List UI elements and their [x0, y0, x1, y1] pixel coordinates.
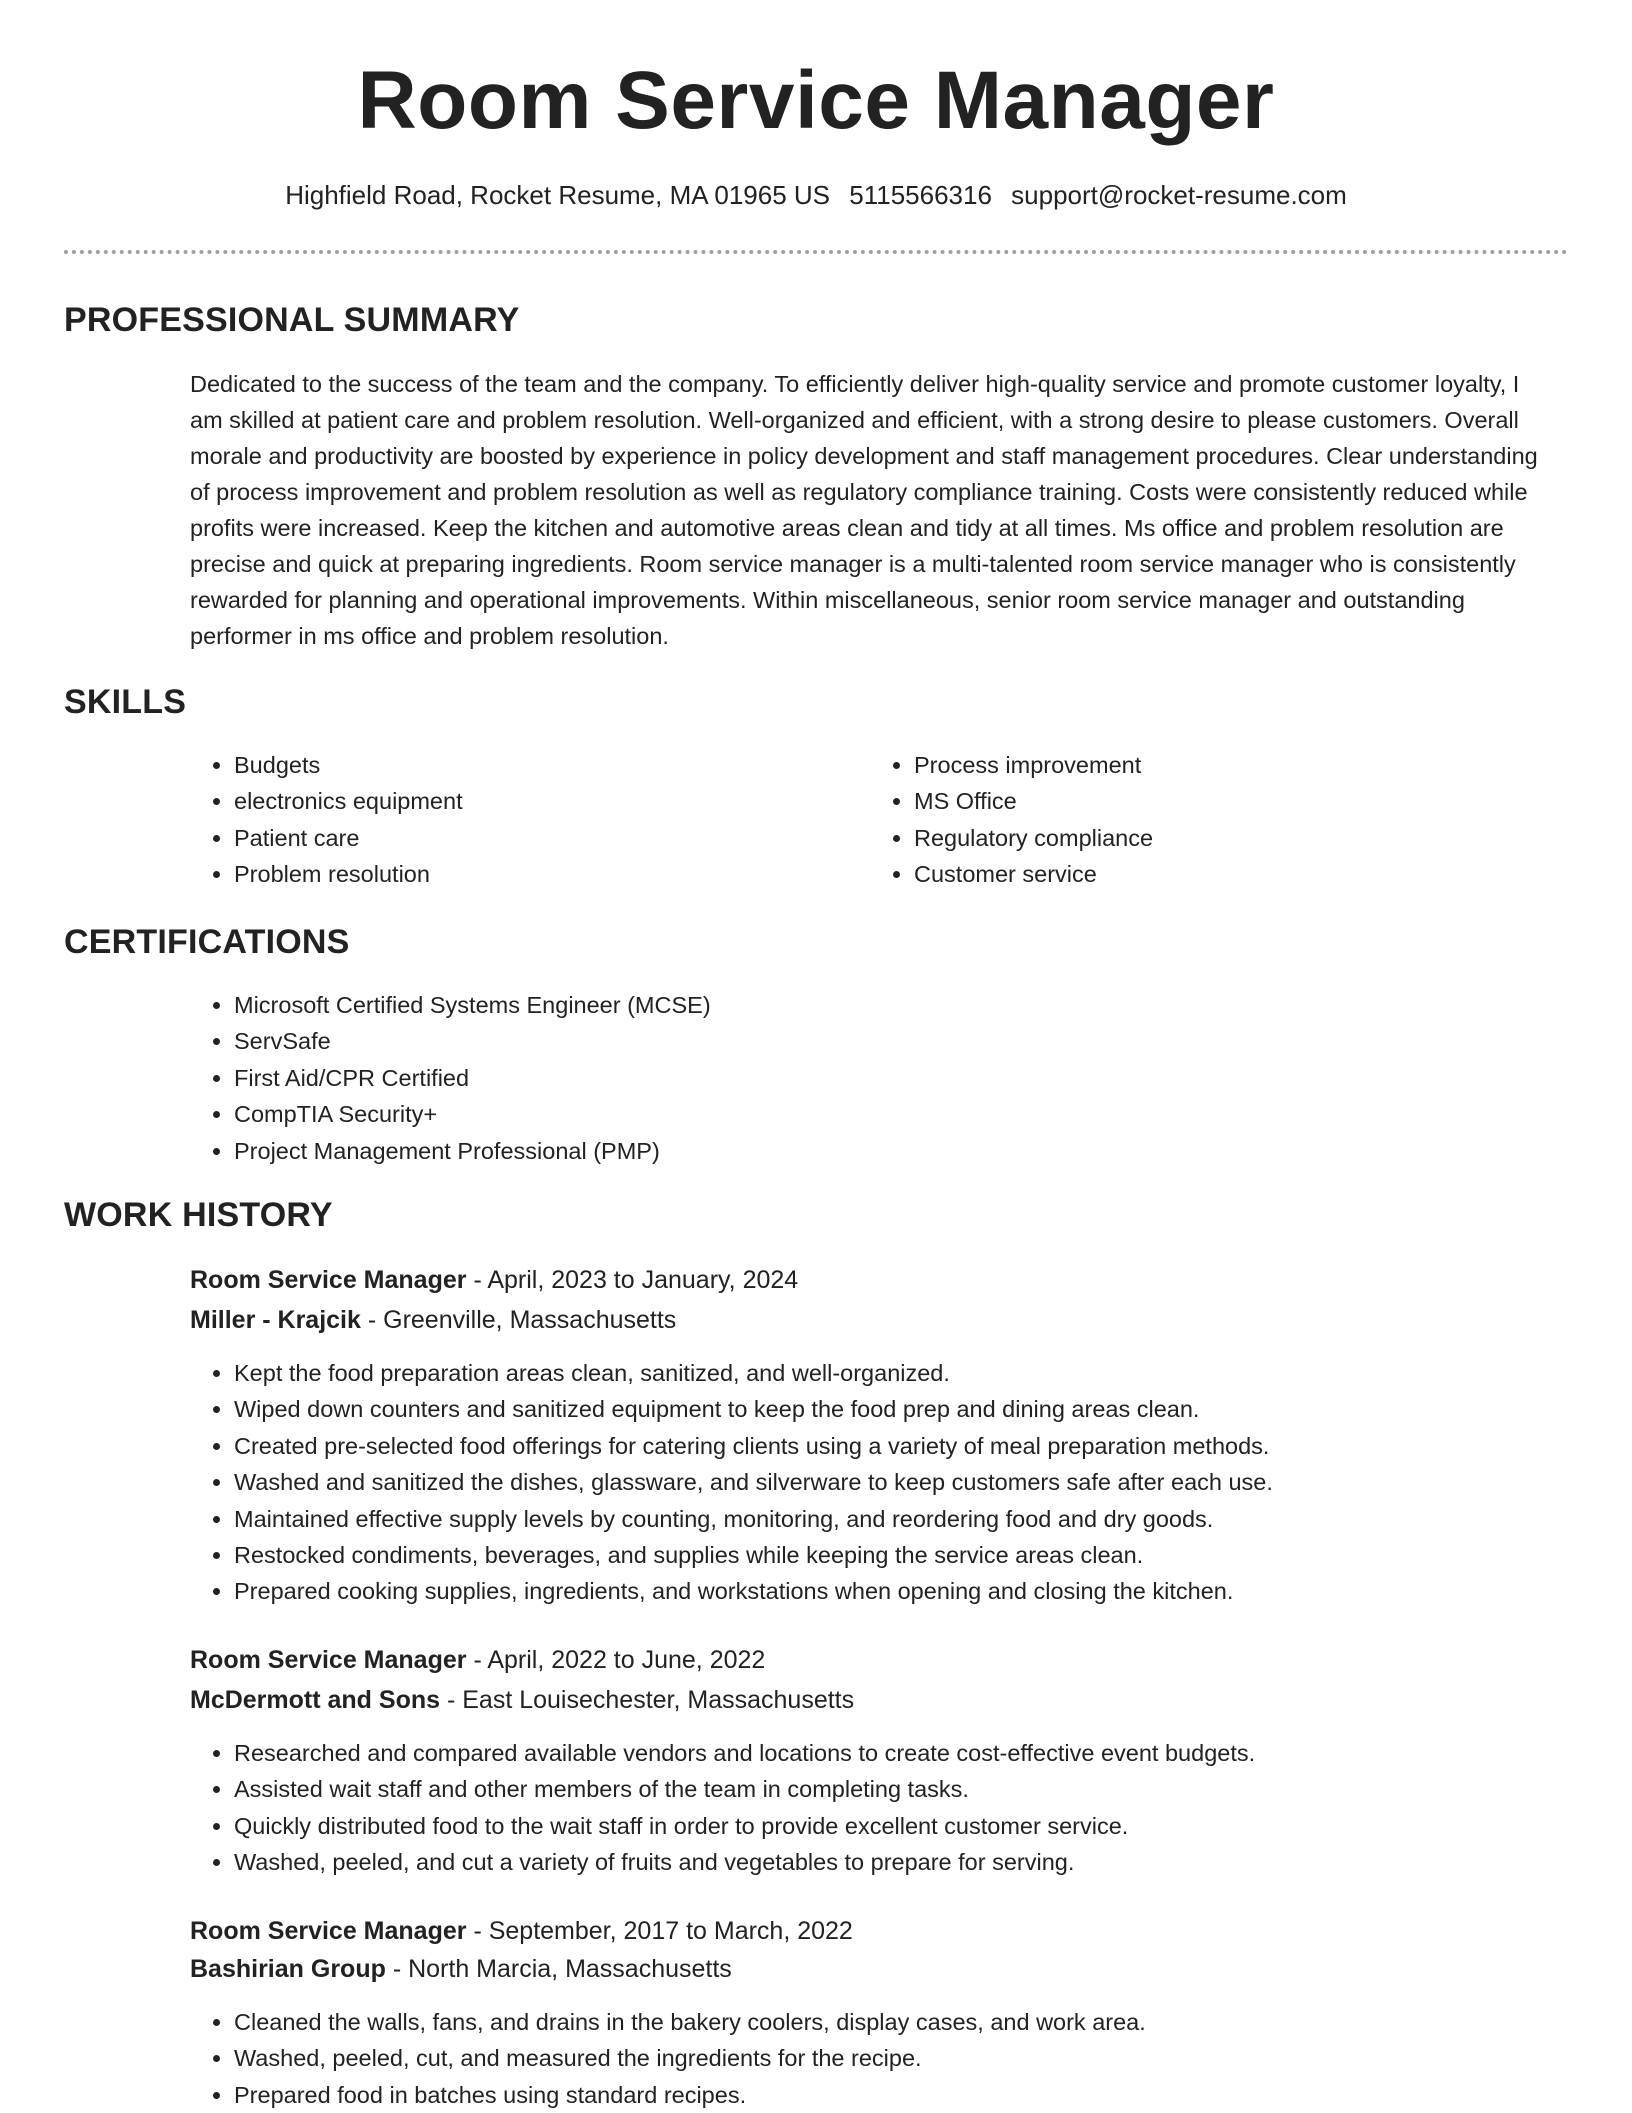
job-company: McDermott and Sons [190, 1686, 441, 1714]
job-title-line [190, 1645, 765, 1675]
job-duty: • Prepared food in batches using standard recipes. [234, 2077, 1614, 2113]
job-title-line [190, 1265, 798, 1295]
job-duty: • Kept the food preparation areas clean, sanitized, and well-organized. [234, 1355, 1614, 1391]
job-company: Miller - Krajcik [190, 1306, 361, 1334]
skill-item: • Process improvement [914, 747, 1534, 783]
job-company-line [190, 1954, 732, 1984]
job-duty: • Washed, peeled, cut, and measured the ingredients for the recipe. [234, 2040, 1614, 2076]
summary-text: Dedicated to the success of the team and the company. To efficiently deliver high-quality service and promote customer loyalty, I am skilled at patient care and problem resolution. Well-organized and efficient, with a strong desire to please customers. Overall morale and productivity are boosted by experience in policy development and staff management procedures. Clear understanding of process improvement and problem resolution as well as regulatory compliance training. Costs were consistently reduced while profits were increased. Keep the kitchen and automotive areas clean and tidy at all times. Ms office and problem resolution are precise and quick at preparing ingredients. Room service manager is a multi-talented room service manager who is consistently rewarded for planning and operational improvements. Within miscellaneous, senior room service manager and outstanding performer in ms office and problem resolution. [190, 371, 1538, 649]
job-duty: • Washed and sanitized the dishes, glassware, and silverware to keep customers safe after each use. [234, 1464, 1614, 1500]
contact-address: Highfield Road, Rocket Resume, MA 01965 US [285, 180, 831, 210]
job-duties-list [190, 1735, 1614, 1881]
job-location: - Greenville, Massachusetts [360, 1306, 677, 1334]
certifications-heading: CERTIFICATIONS [64, 923, 350, 961]
skill-item: • MS Office [914, 783, 1534, 819]
job-dates: - April, 2022 to June, 2022 [466, 1646, 766, 1674]
job-duties-list [190, 2004, 1614, 2113]
job-duty: • Created pre-selected food offerings for catering clients using a variety of meal preparation methods. [234, 1428, 1614, 1464]
skills-list-left [190, 747, 854, 893]
job-location: - East Louisechester, Massachusetts [440, 1686, 855, 1714]
header-divider [64, 250, 1568, 254]
candidate-name: Room Service Manager [357, 55, 1275, 146]
certifications-list [190, 987, 1534, 1169]
summary-heading: PROFESSIONAL SUMMARY [64, 301, 520, 339]
certification-item: • First Aid/CPR Certified [234, 1060, 1534, 1096]
job-duty: • Quickly distributed food to the wait staff in order to provide excellent customer service. [234, 1808, 1614, 1844]
job-duty: • Cleaned the walls, fans, and drains in the bakery coolers, display cases, and work area. [234, 2004, 1614, 2040]
skill-item: • electronics equipment [234, 783, 854, 819]
job-role: Room Service Manager [190, 1917, 467, 1945]
skill-item: • Problem resolution [234, 856, 854, 892]
certification-item: • ServSafe [234, 1023, 1534, 1059]
job-duty: • Restocked condiments, beverages, and supplies while keeping the service areas clean. [234, 1537, 1614, 1573]
job-title-line [190, 1916, 853, 1946]
job-duty: • Prepared cooking supplies, ingredients, and workstations when opening and closing the kitchen. [234, 1573, 1614, 1609]
job-company: Bashirian Group [190, 1955, 386, 1983]
job-role: Room Service Manager [190, 1266, 467, 1294]
contact-phone: 5115566316 [849, 180, 992, 210]
contact-line [0, 180, 1632, 211]
job-location: - North Marcia, Massachusetts [385, 1955, 732, 1983]
job-role: Room Service Manager [190, 1646, 467, 1674]
job-duty: • Maintained effective supply levels by counting, monitoring, and reordering food and dry goods. [234, 1501, 1614, 1537]
skills-heading: SKILLS [64, 683, 187, 721]
job-duty: • Washed, peeled, and cut a variety of fruits and vegetables to prepare for serving. [234, 1844, 1614, 1880]
skill-item: • Customer service [914, 856, 1534, 892]
certification-item: • Microsoft Certified Systems Engineer (MCSE) [234, 987, 1534, 1023]
job-dates: - September, 2017 to March, 2022 [466, 1917, 853, 1945]
job-duty: • Assisted wait staff and other members of the team in completing tasks. [234, 1771, 1614, 1807]
skill-item: • Regulatory compliance [914, 820, 1534, 856]
job-duties-list [190, 1355, 1614, 1610]
certification-item: • Project Management Professional (PMP) [234, 1133, 1534, 1169]
job-company-line [190, 1305, 676, 1335]
contact-email: support@rocket-resume.com [1011, 180, 1347, 210]
skills-list-right [870, 747, 1534, 893]
work-history-heading: WORK HISTORY [64, 1196, 333, 1234]
certification-item: • CompTIA Security+ [234, 1096, 1534, 1132]
job-company-line [190, 1685, 854, 1715]
skill-item: • Budgets [234, 747, 854, 783]
job-duty: • Researched and compared available vendors and locations to create cost-effective event budgets. [234, 1735, 1614, 1771]
job-duty: • Wiped down counters and sanitized equipment to keep the food prep and dining areas clean. [234, 1391, 1614, 1427]
job-dates: - April, 2023 to January, 2024 [466, 1266, 799, 1294]
skill-item: • Patient care [234, 820, 854, 856]
